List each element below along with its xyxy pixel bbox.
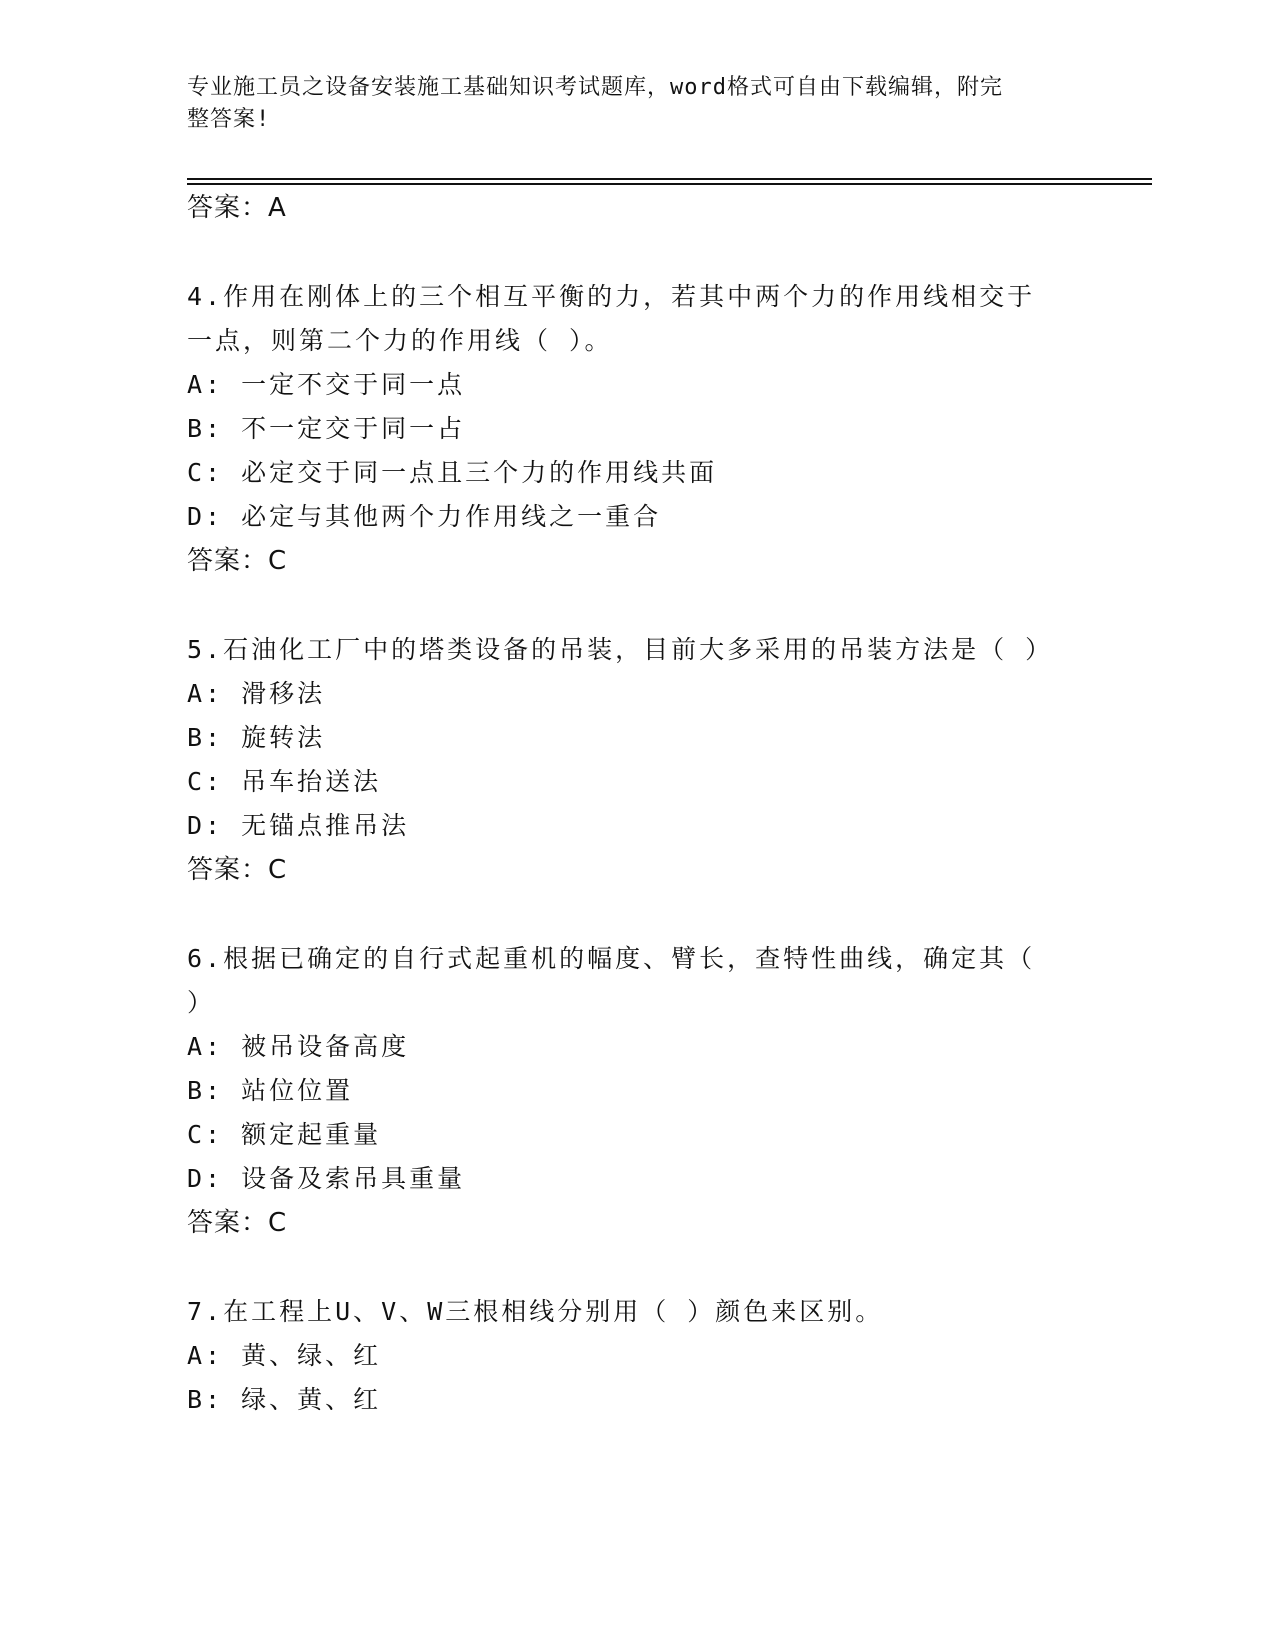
q5-stem-line-1: 5.石油化工厂中的塔类设备的吊装，目前大多采用的吊装方法是（ ）	[187, 635, 1054, 664]
q4-answer: 答案：C	[187, 546, 288, 576]
q4-option-d: D: 必定与其他两个力作用线之一重合	[187, 502, 662, 531]
q4-option-c: C: 必定交于同一点且三个力的作用线共面	[187, 458, 718, 487]
q5-answer: 答案：C	[187, 855, 288, 885]
q4-option-b: B: 不一定交于同一占	[187, 414, 466, 443]
q6-option-d: D: 设备及索吊具重量	[187, 1164, 466, 1193]
q6-answer: 答案：C	[187, 1208, 288, 1238]
q7-option-a: A: 黄、绿、红	[187, 1341, 382, 1370]
header-line-1: 专业施工员之设备安装施工基础知识考试题库，word格式可自由下载编辑，附完	[187, 75, 1003, 100]
header-line-2: 整答案!	[187, 107, 271, 132]
q5-option-a: A: 滑移法	[187, 679, 326, 708]
q7-option-b: B: 绿、黄、红	[187, 1385, 382, 1414]
q4-stem-line-2: 一点，则第二个力的作用线（ ）。	[187, 326, 613, 355]
q6-option-a: A: 被吊设备高度	[187, 1032, 410, 1061]
q6-option-c: C: 额定起重量	[187, 1120, 382, 1149]
q4-option-a: A: 一定不交于同一点	[187, 370, 466, 399]
q4-stem-line-1: 4.作用在刚体上的三个相互平衡的力，若其中两个力的作用线相交于	[187, 282, 1036, 311]
q6-option-b: B: 站位位置	[187, 1076, 354, 1105]
q6-stem-line-1: 6.根据已确定的自行式起重机的幅度、臂长，查特性曲线，确定其（	[187, 944, 1036, 973]
document-header	[187, 72, 1067, 136]
q5-option-b: B: 旋转法	[187, 723, 326, 752]
q7-stem-line-1: 7.在工程上U、V、W三根相线分别用（ ）颜色来区别。	[187, 1297, 884, 1326]
q5-option-c: C: 吊车抬送法	[187, 767, 382, 796]
header-rule-bottom	[187, 183, 1152, 185]
q6-stem-line-2: ）	[187, 988, 216, 1017]
previous-answer: 答案：A	[187, 193, 287, 223]
header-rule-top	[187, 178, 1152, 180]
q5-option-d: D: 无锚点推吊法	[187, 811, 410, 840]
